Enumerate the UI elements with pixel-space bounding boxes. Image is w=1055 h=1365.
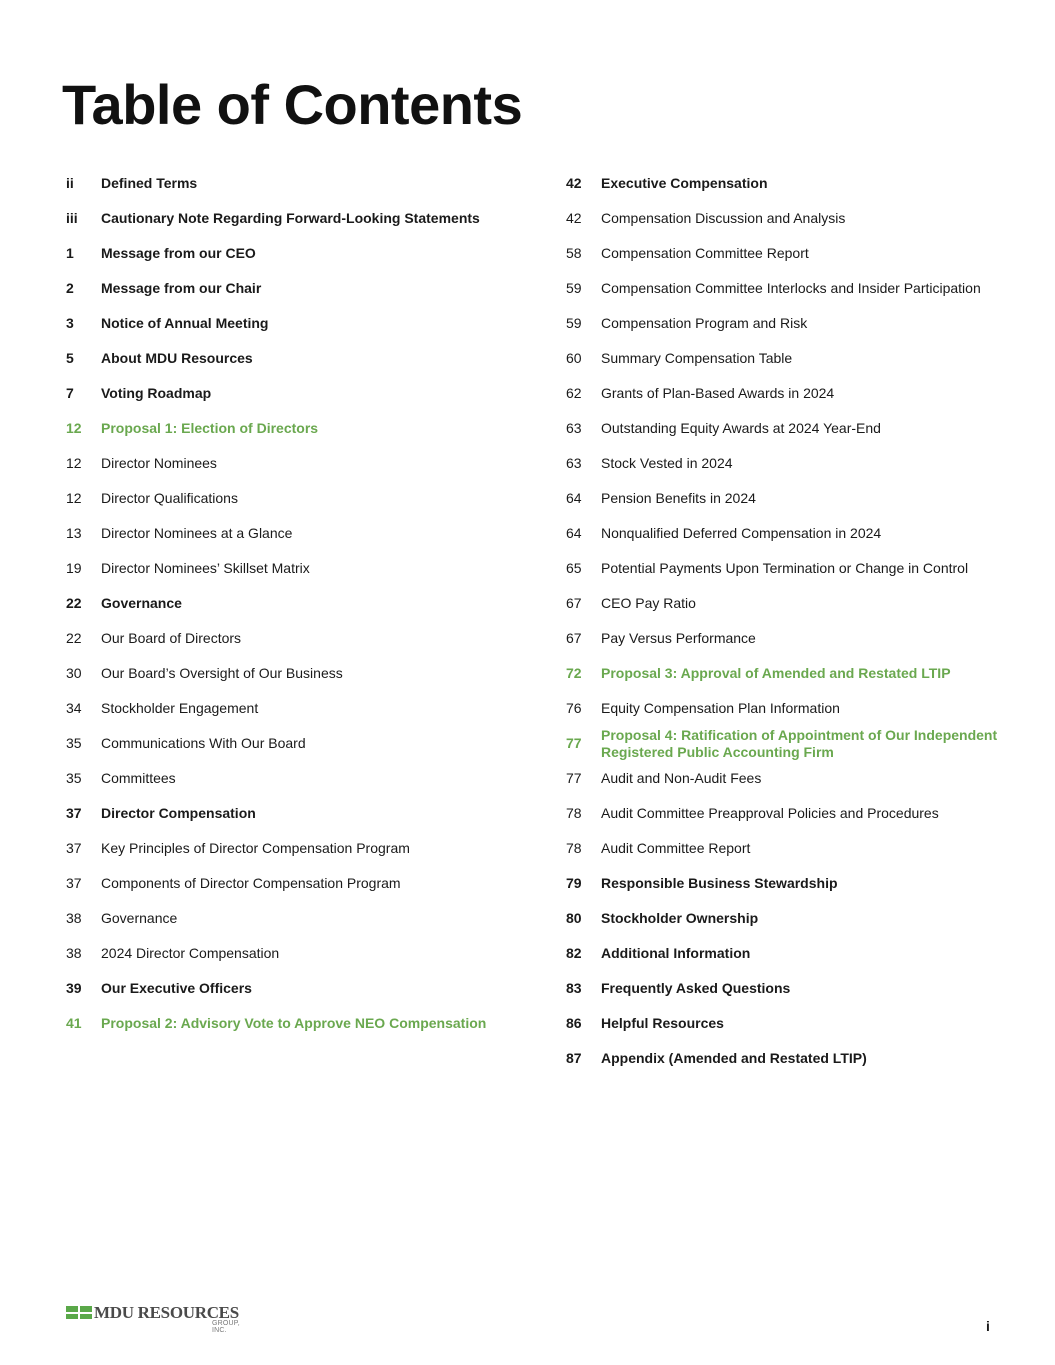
toc-entry[interactable]: [566, 551, 1016, 586]
toc-entry[interactable]: [566, 796, 1016, 831]
toc-entry[interactable]: [66, 936, 526, 971]
toc-page-number: 78: [566, 840, 582, 856]
toc-entry-label: Director Nominees at a Glance: [101, 525, 293, 541]
toc-entry[interactable]: [566, 586, 1016, 621]
toc-page-number: 13: [66, 525, 82, 541]
toc-entry-label: Additional Information: [601, 945, 751, 961]
toc-entry-label: Components of Director Compensation Program: [101, 875, 401, 891]
toc-entry-label: Nonqualified Deferred Compensation in 2024: [601, 525, 882, 541]
toc-entry-label: Governance: [101, 910, 178, 926]
toc-page-number: 67: [566, 595, 582, 611]
toc-entry[interactable]: [66, 376, 526, 411]
toc-entry[interactable]: [566, 481, 1016, 516]
toc-entry-label: Our Board’s Oversight of Our Business: [101, 665, 343, 681]
toc-left-column: [66, 166, 526, 1041]
toc-entry-label: Helpful Resources: [601, 1015, 724, 1031]
toc-page-number: 65: [566, 560, 582, 576]
toc-entry[interactable]: [66, 306, 526, 341]
toc-entry-label: Pension Benefits in 2024: [601, 490, 756, 506]
toc-entry-label: Audit Committee Report: [601, 840, 751, 856]
toc-page-number: 79: [566, 875, 582, 891]
toc-entry-label: CEO Pay Ratio: [601, 595, 696, 611]
toc-entry-label: Frequently Asked Questions: [601, 980, 791, 996]
toc-entry-label: Stockholder Ownership: [601, 910, 759, 926]
toc-entry[interactable]: [66, 481, 526, 516]
toc-entry[interactable]: [566, 726, 1016, 761]
toc-page-number: 63: [566, 420, 582, 436]
toc-entry[interactable]: [66, 971, 526, 1006]
toc-entry[interactable]: [66, 866, 526, 901]
toc-page-number: 39: [66, 980, 82, 996]
toc-entry-label: Notice of Annual Meeting: [101, 315, 269, 331]
toc-page-number: 41: [66, 1015, 82, 1031]
toc-page-number: 72: [566, 665, 582, 681]
toc-entry[interactable]: [66, 796, 526, 831]
toc-entry-label: Director Compensation: [101, 805, 256, 821]
toc-page-number: 35: [66, 735, 82, 751]
toc-entry[interactable]: [566, 341, 1016, 376]
toc-page-number: 83: [566, 980, 582, 996]
toc-entry[interactable]: [66, 691, 526, 726]
toc-entry[interactable]: [66, 586, 526, 621]
toc-entry[interactable]: [566, 971, 1016, 1006]
toc-entry-label: Stock Vested in 2024: [601, 455, 733, 471]
toc-entry[interactable]: [566, 901, 1016, 936]
toc-entry-label: Proposal 2: Advisory Vote to Approve NEO Compensation: [101, 1015, 487, 1031]
toc-entry[interactable]: [566, 761, 1016, 796]
toc-entry[interactable]: [566, 236, 1016, 271]
toc-page-number: 86: [566, 1015, 582, 1031]
toc-entry-label: Committees: [101, 770, 176, 786]
toc-page-number: ii: [66, 175, 74, 191]
toc-page-number: 60: [566, 350, 582, 366]
toc-entry-label: Equity Compensation Plan Information: [601, 700, 840, 716]
toc-entry[interactable]: [566, 411, 1016, 446]
toc-entry[interactable]: [66, 726, 526, 761]
toc-entry-label: Potential Payments Upon Termination or Change in Control: [601, 560, 969, 576]
toc-entry[interactable]: [566, 376, 1016, 411]
toc-entry[interactable]: [66, 621, 526, 656]
toc-page-number: 78: [566, 805, 582, 821]
toc-page-number: 34: [66, 700, 82, 716]
logo-name: MDU RESOURCES: [94, 1303, 239, 1322]
toc-page-number: iii: [66, 210, 78, 226]
toc-entry[interactable]: [66, 201, 526, 236]
company-logo: [66, 1303, 256, 1334]
toc-entry-label: Audit and Non-Audit Fees: [601, 770, 762, 786]
toc-entry-label: Summary Compensation Table: [601, 350, 793, 366]
toc-entry-label: Compensation Committee Report: [601, 245, 809, 261]
logo-mark-icon: [66, 1306, 92, 1319]
toc-entry[interactable]: [566, 201, 1016, 236]
toc-page-number: 42: [566, 210, 582, 226]
toc-page-number: 67: [566, 630, 582, 646]
toc-page-number: 3: [66, 315, 74, 331]
toc-page-number: 12: [66, 420, 82, 436]
toc-page-number: 62: [566, 385, 582, 401]
toc-entry-label: Responsible Business Stewardship: [601, 875, 838, 891]
toc-page-number: 87: [566, 1050, 582, 1066]
toc-entry-label: Proposal 1: Election of Directors: [101, 420, 319, 436]
toc-page-number: 77: [566, 770, 582, 786]
toc-page-number: 58: [566, 245, 582, 261]
toc-entry-label: Communications With Our Board: [101, 735, 306, 751]
toc-entry[interactable]: [66, 901, 526, 936]
toc-entry[interactable]: [566, 936, 1016, 971]
toc-page-number: 12: [66, 455, 82, 471]
toc-entry-label: Proposal 3: Approval of Amended and Restated LTIP: [601, 665, 951, 681]
toc-page-number: 1: [66, 245, 74, 261]
toc-entry-label: Appendix (Amended and Restated LTIP): [601, 1050, 867, 1066]
toc-entry-label: Voting Roadmap: [101, 385, 212, 401]
toc-entry[interactable]: [66, 166, 526, 201]
toc-entry[interactable]: [566, 271, 1016, 306]
toc-entry-label: Compensation Discussion and Analysis: [601, 210, 846, 226]
toc-page-number: 30: [66, 665, 82, 681]
toc-entry[interactable]: [66, 341, 526, 376]
toc-entry-label: Proposal 4: Ratification of Appointment of Our Independent Registered Public Accounting Firm: [601, 726, 998, 760]
toc-page-number: 76: [566, 700, 582, 716]
toc-entry[interactable]: [66, 236, 526, 271]
toc-entry[interactable]: [566, 446, 1016, 481]
toc-entry-label: Defined Terms: [101, 175, 198, 191]
toc-entry-label: Our Executive Officers: [101, 980, 252, 996]
toc-entry[interactable]: [66, 446, 526, 481]
toc-entry[interactable]: [566, 866, 1016, 901]
toc-page-number: 59: [566, 280, 582, 296]
toc-page-number: 22: [66, 595, 82, 611]
toc-page-number: 2: [66, 280, 74, 296]
toc-entry-label: Pay Versus Performance: [601, 630, 756, 646]
toc-entry[interactable]: [66, 271, 526, 306]
toc-entry-label: Compensation Committee Interlocks and Insider Participation: [601, 280, 981, 296]
toc-entry-label: Stockholder Engagement: [101, 700, 259, 716]
toc-entry[interactable]: [566, 306, 1016, 341]
toc-entry-label: Key Principles of Director Compensation Program: [101, 840, 410, 856]
toc-page-number: 38: [66, 945, 82, 961]
toc-page-number: 42: [566, 175, 582, 191]
toc-page-number: 82: [566, 945, 582, 961]
page-number: i: [986, 1318, 990, 1334]
toc-page-number: 64: [566, 490, 582, 506]
toc-entry[interactable]: [566, 166, 1016, 201]
toc-entry[interactable]: [566, 1041, 1016, 1076]
toc-entry-label: Audit Committee Preapproval Policies and Procedures: [601, 805, 939, 821]
toc-page-number: 5: [66, 350, 74, 366]
toc-entry-label: Executive Compensation: [601, 175, 768, 191]
toc-entry-label: Grants of Plan-Based Awards in 2024: [601, 385, 835, 401]
toc-entry[interactable]: [66, 656, 526, 691]
toc-page-number: 37: [66, 875, 82, 891]
toc-entry[interactable]: [566, 691, 1016, 726]
toc-entry[interactable]: [566, 656, 1016, 691]
toc-page-number: 38: [66, 910, 82, 926]
toc-page-number: 37: [66, 805, 82, 821]
toc-entry[interactable]: [66, 551, 526, 586]
toc-entry-label: Governance: [101, 595, 182, 611]
logo-subtitle: GROUP, INC.: [212, 1320, 240, 1334]
toc-entry[interactable]: [566, 516, 1016, 551]
toc-right-column: [566, 166, 1016, 1076]
toc-entry-label: Director Nominees’ Skillset Matrix: [101, 560, 310, 576]
toc-page-number: 59: [566, 315, 582, 331]
toc-entry-label: Director Nominees: [101, 455, 217, 471]
toc-entry[interactable]: [66, 411, 526, 446]
page-title: Table of Contents: [62, 73, 523, 136]
toc-page-number: 80: [566, 910, 582, 926]
toc-page-number: 64: [566, 525, 582, 541]
toc-entry-label: Message from our Chair: [101, 280, 262, 296]
toc-entry-label: About MDU Resources: [101, 350, 253, 366]
toc-page-number: 22: [66, 630, 82, 646]
toc-page-number: 35: [66, 770, 82, 786]
toc-entry-label: Cautionary Note Regarding Forward-Looking Statements: [101, 210, 480, 226]
toc-entry-label: Outstanding Equity Awards at 2024 Year-End: [601, 420, 881, 436]
toc-entry-label: Director Qualifications: [101, 490, 238, 506]
toc-entry-label: Our Board of Directors: [101, 630, 242, 646]
toc-page-number: 77: [566, 735, 582, 751]
toc-entry[interactable]: [66, 1006, 526, 1041]
toc-entry-label: 2024 Director Compensation: [101, 945, 280, 961]
toc-entry[interactable]: [66, 516, 526, 551]
toc-page-number: 63: [566, 455, 582, 471]
toc-entry[interactable]: [66, 761, 526, 796]
toc-page-number: 19: [66, 560, 82, 576]
toc-entry[interactable]: [566, 1006, 1016, 1041]
toc-entry[interactable]: [66, 831, 526, 866]
toc-page-number: 37: [66, 840, 82, 856]
toc-entry[interactable]: [566, 621, 1016, 656]
toc-entry[interactable]: [566, 831, 1016, 866]
toc-page-number: 12: [66, 490, 82, 506]
toc-entry-label: Compensation Program and Risk: [601, 315, 808, 331]
toc-page-number: 7: [66, 385, 74, 401]
toc-entry-label: Message from our CEO: [101, 245, 256, 261]
